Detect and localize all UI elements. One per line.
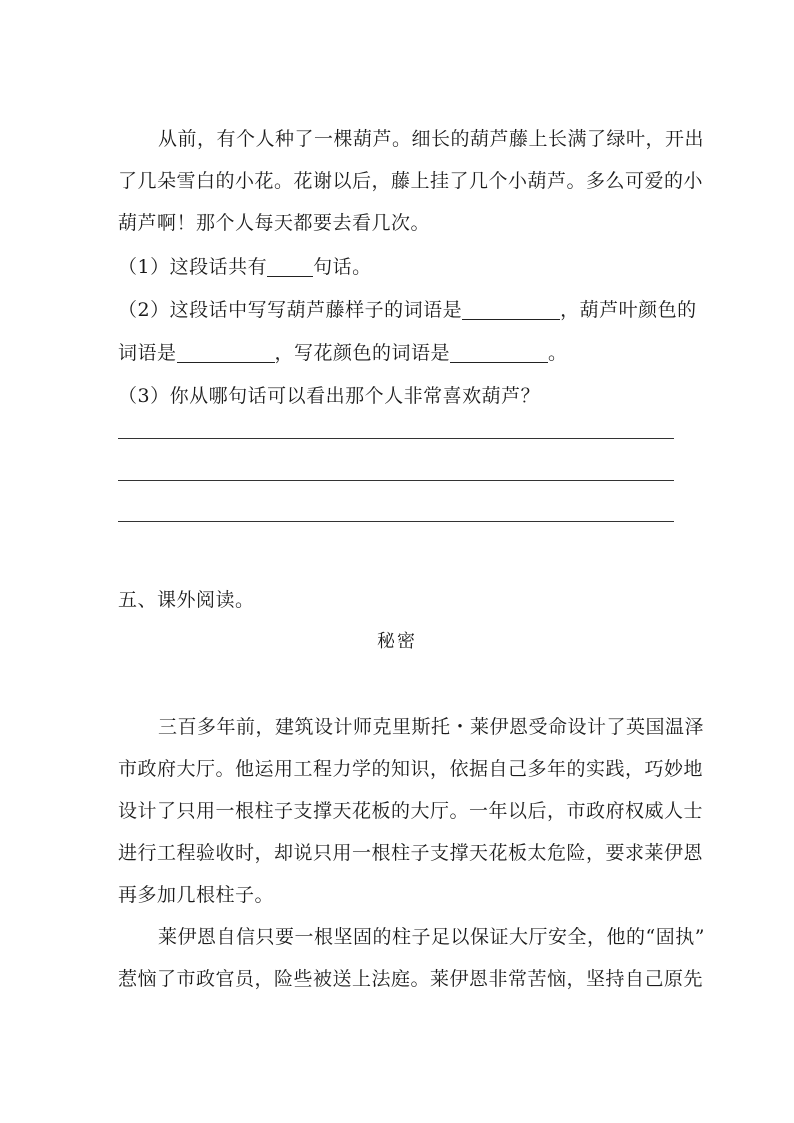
passage2-line-7: 惹恼了市政官员，险些被送上法庭。莱伊恩非常苦恼，坚持自己原先	[118, 968, 704, 990]
question-2-line-2-suffix: 。	[548, 342, 568, 364]
reading-title: 秘密	[377, 631, 417, 652]
question-3: （3）你从哪句话可以看出那个人非常喜欢葫芦？	[118, 385, 541, 407]
passage2-line-5: 再多加几根柱子。	[118, 884, 275, 906]
question-2-line-2-middle: ，写花颜色的词语是	[274, 342, 451, 364]
passage2-line-6: 莱伊恩自信只要一根坚固的柱子足以保证大厅安全，他的“固执”	[158, 926, 705, 948]
passage2-line-1: 三百多年前，建筑设计师克里斯托・莱伊恩受命设计了英国温泽	[158, 716, 705, 738]
passage2-line-2: 市政府大厅。他运用工程力学的知识，依据自己多年的实践，巧妙地	[118, 758, 704, 780]
question-2-leaf-answer-blank[interactable]	[177, 344, 275, 363]
question-2-line-2	[118, 338, 568, 365]
answer-line-1[interactable]	[118, 438, 674, 439]
question-1-suffix: 句话。	[313, 256, 372, 278]
question-1-answer-blank[interactable]	[267, 258, 313, 277]
passage1-line-3: 葫芦啊！那个人每天都要去看几次。	[118, 212, 431, 234]
answer-line-2[interactable]	[118, 480, 674, 481]
question-1-prefix: （1）这段话共有	[118, 256, 268, 278]
section-5-heading: 五、课外阅读。	[118, 589, 255, 611]
question-2-line-1	[118, 295, 697, 322]
passage2-line-3: 设计了只用一根柱子支撑天花板的大厅。一年以后，市政府权威人士	[118, 800, 704, 822]
passage1-line-1: 从前，有个人种了一棵葫芦。细长的葫芦藤上长满了绿叶，开出	[158, 128, 705, 150]
question-2-prefix: （2）这段话中写写葫芦藤样子的词语是	[118, 299, 463, 321]
passage1-line-2: 了几朵雪白的小花。花谢以后，藤上挂了几个小葫芦。多么可爱的小	[118, 170, 704, 192]
question-2-vine-answer-blank[interactable]	[462, 301, 560, 320]
question-2-flower-answer-blank[interactable]	[450, 344, 548, 363]
question-1	[118, 252, 372, 279]
question-2-line-2-prefix: 词语是	[118, 342, 177, 364]
answer-line-3[interactable]	[118, 521, 674, 522]
passage2-line-4: 进行工程验收时，却说只用一根柱子支撑天花板太危险，要求莱伊恩	[118, 842, 704, 864]
question-2-line-1-suffix: ，葫芦叶颜色的	[560, 299, 697, 321]
